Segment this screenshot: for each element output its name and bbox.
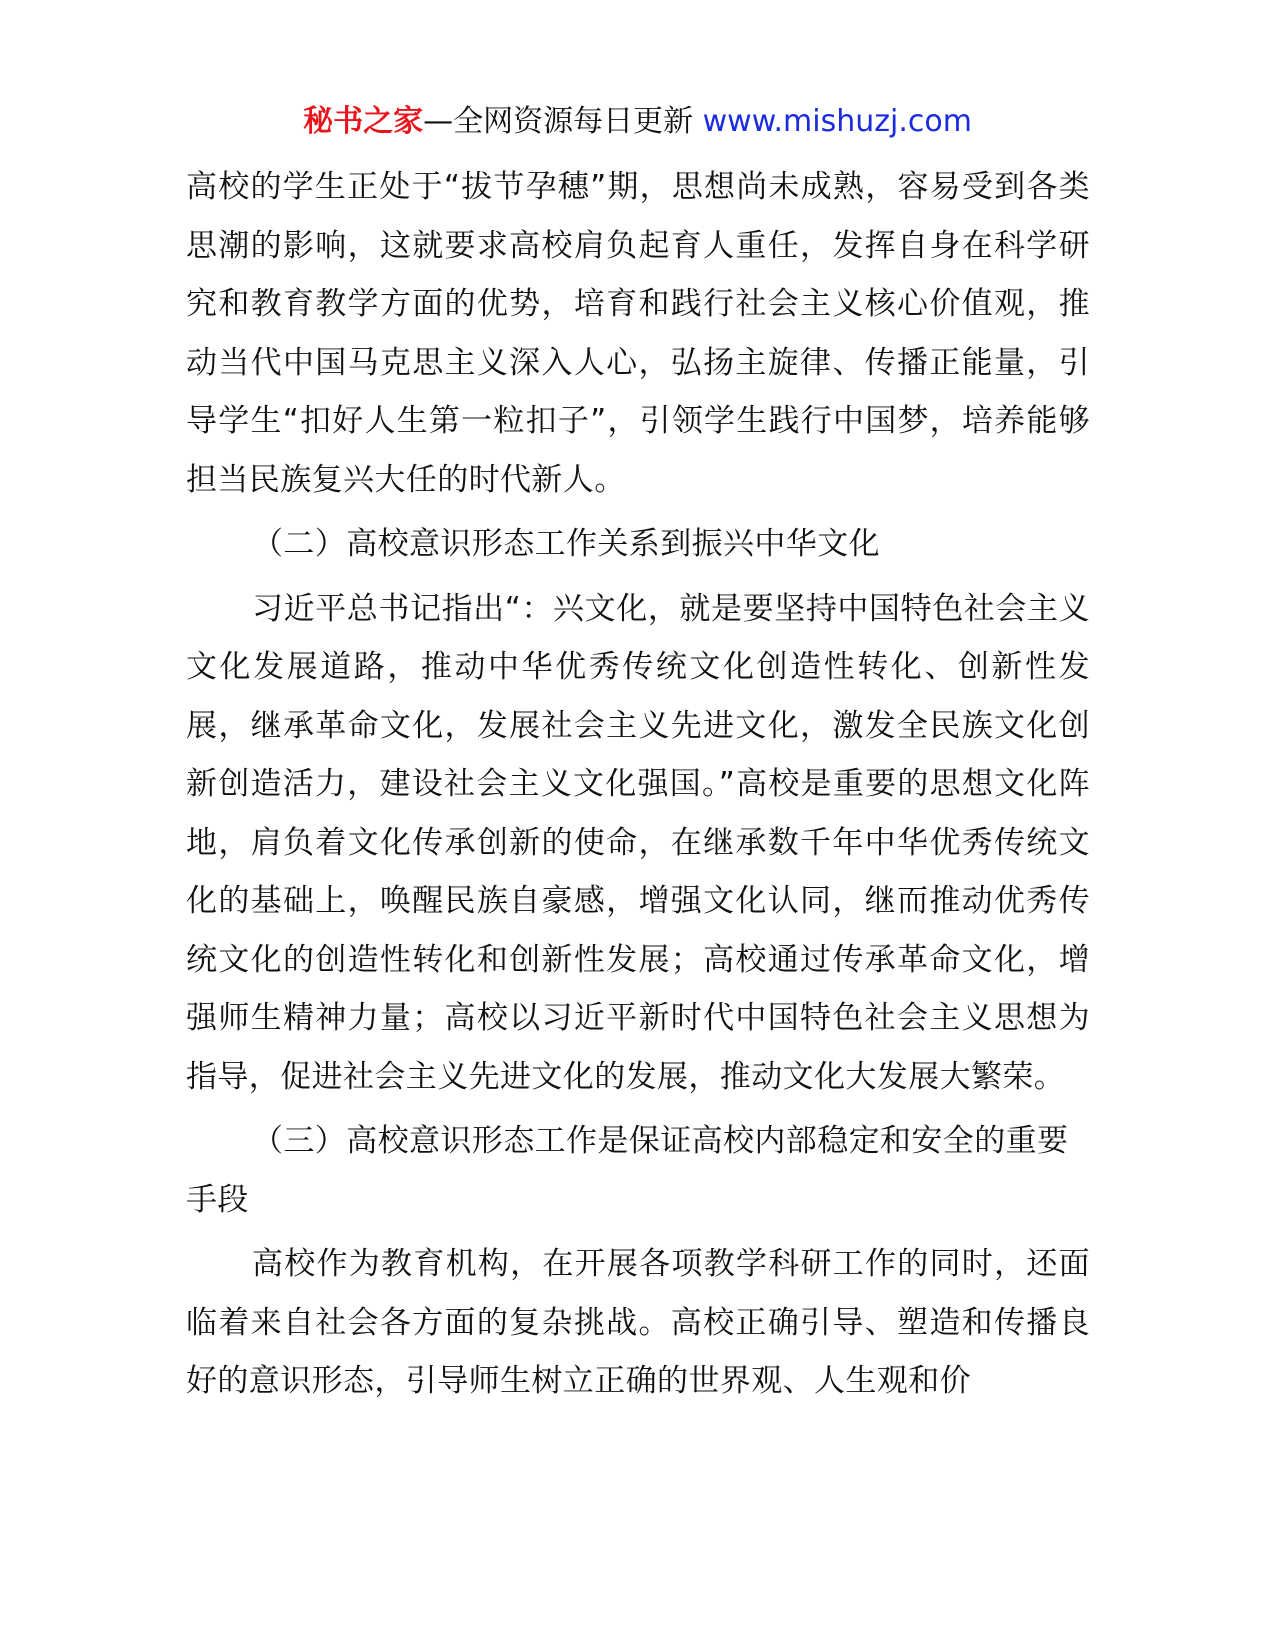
paragraph-1: 高校的学生正处于“拔节孕穗”期，思想尚未成熟，容易受到各类思潮的影响，这就要求高校肩负起育人重任，发挥自身在科学研究和教育教学方面的优势，培育和践行社会主义核心价值观，推动当代中国马克思主义深入人心，弘扬主旋律、传播正能量，引导学生“扣好人生第一粒扣子”，引领学生践行中国梦，培养能够担当民族复兴大任的时代新人。 — [186, 169, 1090, 498]
site-url-link[interactable]: www.mishuzj.com — [702, 104, 972, 139]
site-slogan: —全网资源每日更新 — [423, 104, 694, 139]
section-heading-3: （三）高校意识形态工作是保证高校内部稳定和安全的重要手段 — [186, 1123, 1069, 1218]
paragraph-2: 习近平总书记指出“：兴文化，就是要坚持中国特色社会主义文化发展道路，推动中华优秀传统文化创造性转化、创新性发展，继承革命文化，发展社会主义先进文化，激发全民族文化创新创造活力，建设社会主义文化强国。”高校是重要的思想文化阵地，肩负着文化传承创新的使命，在继承数千年中华优秀传统文化的基础上，唤醒民族自豪感，增强文化认同，继而推动优秀传统文化的创造性转化和创新性发展；高校通过传承革命文化，增强师生精神力量；高校以习近平新时代中国特色社会主义思想为指导，促进社会主义先进文化的发展，推动文化大发展大繁荣。 — [186, 590, 1090, 1095]
site-header — [0, 100, 1275, 144]
document-body — [186, 158, 1090, 1411]
paragraph-3: 高校作为教育机构，在开展各项教学科研工作的同时，还面临着来自社会各方面的复杂挑战。高校正确引导、塑造和传播良好的意识形态，引导师生树立正确的世界观、人生观和价 — [186, 1246, 1090, 1399]
section-heading-2: （二）高校意识形态工作关系到振兴中华文化 — [252, 526, 880, 562]
site-brand: 秘书之家 — [303, 104, 424, 139]
